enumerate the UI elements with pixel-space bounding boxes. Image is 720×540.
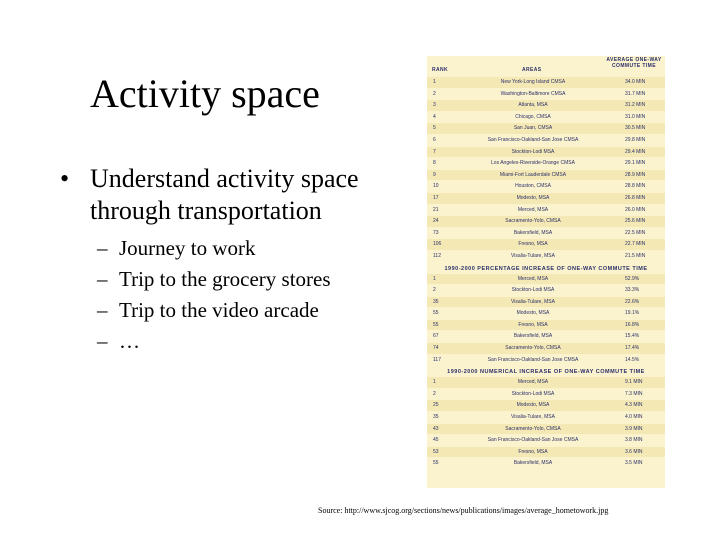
area-cell: Merced, MSA bbox=[517, 275, 549, 282]
rank-cell: 53 bbox=[433, 448, 439, 455]
rank-cell: 117 bbox=[433, 356, 441, 363]
value-cell: 4.0 MIN bbox=[625, 414, 643, 421]
area-cell: Los Angeles-Riverside-Orange CMSA bbox=[491, 160, 575, 167]
table-row bbox=[427, 297, 665, 309]
table-row bbox=[427, 170, 665, 182]
value-cell: 28.9 MIN bbox=[625, 171, 646, 178]
area-cell: Visalia-Tulare, MSA bbox=[511, 252, 555, 259]
bullet-list bbox=[60, 163, 360, 359]
rank-cell: 2 bbox=[433, 287, 436, 294]
value-cell: 3.5 MIN bbox=[625, 460, 643, 467]
rank-cell: 7 bbox=[433, 148, 436, 155]
value-cell: 21.5 MIN bbox=[625, 252, 646, 259]
table-row bbox=[427, 239, 665, 251]
rank-cell: 43 bbox=[433, 425, 439, 432]
value-cell: 17.4% bbox=[625, 345, 640, 352]
commute-time-table-image bbox=[427, 56, 665, 488]
rank-cell: 55 bbox=[433, 321, 439, 328]
value-cell: 25.6 MIN bbox=[625, 218, 646, 225]
sub-bullet-text: Journey to work bbox=[119, 236, 256, 260]
table-row bbox=[427, 216, 665, 228]
area-cell: Modesto, MSA bbox=[516, 194, 550, 201]
table-row bbox=[427, 158, 665, 170]
dash-icon: – bbox=[97, 298, 108, 322]
value-cell: 19.1% bbox=[625, 310, 640, 317]
rank-cell: 1 bbox=[433, 79, 436, 85]
rank-cell: 24 bbox=[433, 218, 439, 225]
rank-cell: 112 bbox=[433, 252, 441, 259]
rank-cell: 74 bbox=[433, 345, 439, 352]
area-cell: Sacramento-Yolo, CMSA bbox=[505, 218, 561, 225]
value-cell: 22.5 MIN bbox=[625, 229, 646, 236]
area-cell: Bakersfield, MSA bbox=[513, 333, 553, 340]
dash-icon: – bbox=[97, 267, 108, 291]
source-citation: Source: http://www.sjcog.org/sections/news/publications/images/average_hometowork.jpg bbox=[318, 506, 609, 515]
rank-cell: 17 bbox=[433, 194, 439, 201]
rank-cell: 4 bbox=[433, 113, 436, 120]
value-cell: 30.5 MIN bbox=[625, 125, 646, 132]
area-cell: Houston, CMSA bbox=[515, 183, 551, 190]
area-cell: Modesto, MSA bbox=[516, 402, 550, 409]
slide-title: Activity space bbox=[90, 71, 320, 116]
area-cell: Atlanta, MSA bbox=[518, 102, 548, 109]
area-cell: San Francisco-Oakland-San Jose CMSA bbox=[487, 356, 579, 363]
value-header: AVERAGE ONE-WAY COMMUTE TIME bbox=[606, 57, 662, 69]
table-row bbox=[427, 447, 665, 459]
bullet-dot-icon: • bbox=[60, 164, 70, 193]
value-cell: 3.6 MIN bbox=[625, 448, 643, 455]
table-row bbox=[427, 343, 665, 355]
area-cell: Fresno, MSA bbox=[518, 321, 548, 328]
table-row bbox=[427, 331, 665, 343]
rank-cell: 8 bbox=[433, 160, 436, 167]
table-row bbox=[427, 435, 665, 447]
rank-cell: 45 bbox=[433, 437, 439, 444]
rank-cell: 3 bbox=[433, 102, 436, 109]
table-section-title: 1990-2000 PERCENTAGE INCREASE OF ONE-WAY COMMUTE TIME bbox=[444, 265, 648, 272]
rank-cell: 55 bbox=[433, 460, 439, 467]
value-cell: 7.3 MIN bbox=[625, 390, 643, 397]
table-row bbox=[427, 89, 665, 101]
value-cell: 14.5% bbox=[625, 356, 640, 363]
table-row bbox=[427, 320, 665, 332]
rank-cell: 2 bbox=[433, 390, 436, 397]
value-cell: 15.4% bbox=[625, 333, 640, 340]
table-row bbox=[427, 112, 665, 124]
rank-cell: 35 bbox=[433, 298, 439, 305]
sub-bullet-text: Trip to the grocery stores bbox=[119, 267, 331, 291]
area-cell: Bakersfield, MSA bbox=[513, 229, 553, 236]
area-cell: Fresno, MSA bbox=[518, 241, 548, 248]
value-cell: 26.8 MIN bbox=[625, 194, 646, 201]
value-cell: 16.8% bbox=[625, 321, 640, 328]
dash-icon: – bbox=[97, 329, 108, 353]
value-cell: 29.8 MIN bbox=[625, 136, 646, 143]
sub-bullet bbox=[60, 266, 360, 293]
areas-header: AREAS bbox=[522, 67, 542, 73]
table-section-title: 1990-2000 NUMERICAL INCREASE OF ONE-WAY COMMUTE TIME bbox=[447, 369, 645, 376]
table-row bbox=[427, 193, 665, 205]
value-cell: 3.8 MIN bbox=[625, 437, 643, 444]
value-cell: 52.9% bbox=[625, 275, 640, 282]
area-cell: Washington-Baltimore CMSA bbox=[500, 90, 566, 97]
area-cell: Stockton-Lodi MSA bbox=[511, 148, 555, 155]
rank-cell: 6 bbox=[433, 136, 436, 143]
table-row bbox=[427, 181, 665, 193]
table-row bbox=[427, 412, 665, 424]
rank-cell: 35 bbox=[433, 414, 439, 421]
rank-cell: 73 bbox=[433, 229, 439, 236]
table-row bbox=[427, 147, 665, 159]
area-cell: Stockton-Lodi MSA bbox=[511, 287, 555, 294]
rank-cell: 21 bbox=[433, 206, 439, 213]
sub-bullet-list bbox=[60, 235, 360, 355]
area-cell: San Francisco-Oakland-San Jose CMSA bbox=[487, 437, 579, 444]
sub-bullet bbox=[60, 328, 360, 355]
rank-cell: 25 bbox=[433, 402, 439, 409]
area-cell: New York-Long Island CMSA bbox=[500, 79, 566, 85]
rank-cell: 5 bbox=[433, 125, 436, 132]
rank-header: RANK bbox=[432, 67, 449, 73]
table-row bbox=[427, 377, 665, 389]
value-cell: 22.7 MIN bbox=[625, 241, 646, 248]
table-row bbox=[427, 285, 665, 297]
rank-cell: 1 bbox=[433, 379, 436, 386]
value-cell: 28.8 MIN bbox=[625, 183, 646, 190]
table-row bbox=[427, 458, 665, 470]
table-row bbox=[427, 274, 665, 286]
table-row bbox=[427, 400, 665, 412]
area-cell: Modesto, MSA bbox=[516, 310, 550, 317]
table-row bbox=[427, 100, 665, 112]
table-row bbox=[427, 135, 665, 147]
area-cell: Chicago, CMSA bbox=[515, 113, 551, 120]
table-row bbox=[427, 355, 665, 367]
table-row bbox=[427, 205, 665, 217]
area-cell: Visalia-Tulare, MSA bbox=[511, 298, 555, 305]
table-row bbox=[427, 123, 665, 135]
area-cell: Stockton-Lodi MSA bbox=[511, 390, 555, 397]
value-cell: 9.1 MIN bbox=[625, 379, 643, 386]
table-header bbox=[427, 56, 665, 77]
value-cell: 22.6% bbox=[625, 298, 640, 305]
area-cell: Sacramento-Yolo, CMSA bbox=[505, 425, 561, 432]
rank-cell: 106 bbox=[433, 241, 442, 248]
value-cell: 33.3% bbox=[625, 287, 640, 294]
rank-cell: 55 bbox=[433, 310, 439, 317]
area-cell: Miami-Fort Lauderdale CMSA bbox=[499, 171, 567, 178]
rank-cell: 10 bbox=[433, 183, 439, 190]
table-row bbox=[427, 228, 665, 240]
area-cell: Merced, MSA bbox=[517, 379, 549, 386]
sub-bullet bbox=[60, 297, 360, 324]
area-cell: Sacramento-Yolo, CMSA bbox=[505, 345, 561, 352]
value-cell: 34.0 MIN bbox=[625, 79, 646, 85]
sub-bullet-text: … bbox=[119, 329, 140, 353]
value-cell: 29.1 MIN bbox=[625, 160, 646, 167]
area-cell: Fresno, MSA bbox=[518, 448, 548, 455]
value-cell: 4.3 MIN bbox=[625, 402, 643, 409]
area-cell: Visalia-Tulare, MSA bbox=[511, 414, 555, 421]
area-cell: San Francisco-Oakland-San Jose CMSA bbox=[487, 136, 579, 143]
main-bullet bbox=[60, 163, 360, 227]
main-bullet-text: Understand activity space through transportation bbox=[90, 164, 359, 225]
dash-icon: – bbox=[97, 236, 108, 260]
area-cell: Merced, MSA bbox=[517, 206, 549, 213]
table-row bbox=[427, 308, 665, 320]
table-row bbox=[427, 251, 665, 263]
area-cell: Bakersfield, MSA bbox=[513, 460, 553, 467]
value-cell: 26.0 MIN bbox=[625, 206, 646, 213]
value-cell: 31.2 MIN bbox=[625, 102, 646, 109]
table-row bbox=[427, 77, 665, 89]
value-cell: 31.0 MIN bbox=[625, 113, 646, 120]
table-row bbox=[427, 389, 665, 401]
sub-bullet-text: Trip to the video arcade bbox=[119, 298, 319, 322]
sub-bullet bbox=[60, 235, 360, 262]
rank-cell: 2 bbox=[433, 90, 436, 97]
area-cell: San Juan, CMSA bbox=[513, 125, 553, 132]
rank-cell: 67 bbox=[433, 333, 439, 340]
rank-cell: 1 bbox=[433, 275, 436, 282]
value-cell: 29.4 MIN bbox=[625, 148, 646, 155]
rank-cell: 9 bbox=[433, 171, 436, 178]
value-cell: 31.7 MIN bbox=[625, 90, 646, 97]
value-cell: 3.9 MIN bbox=[625, 425, 643, 432]
table-row bbox=[427, 424, 665, 436]
